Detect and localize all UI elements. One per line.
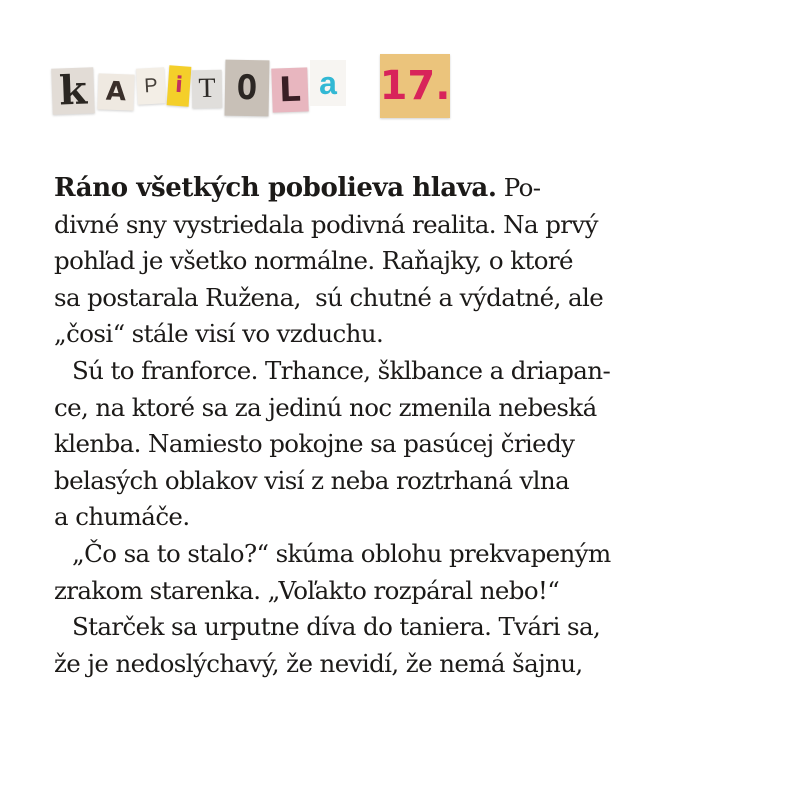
text-line: že je nedoslýchavý, že nevidí, že nemá šajnu, xyxy=(54,648,583,678)
paragraph-start: Starček sa urputne díva do taniera. Tvári sa, xyxy=(72,612,601,642)
paragraph-start: „Čo sa to stalo?“ skúma oblohu prekvapeným xyxy=(72,538,611,568)
text-line: sa postarala Ružena, sú chutné a výdatné, ale xyxy=(54,282,604,312)
text-line: divné sny vystriedala podivná realita. Na prvý xyxy=(54,209,598,239)
chapter-letter-t: T xyxy=(192,70,223,109)
text-line: zrakom starenka. „Voľakto rozpáral nebo!“ xyxy=(54,575,560,605)
text-line: klenba. Namiesto pokojne sa pasúcej čriedy xyxy=(54,429,575,459)
chapter-letter-a: A xyxy=(97,73,134,110)
chapter-number: 17. xyxy=(380,54,450,118)
text-line: „čosi“ stále visí vo vzduchu. xyxy=(54,319,384,349)
text-line: belasých oblakov visí z neba roztrhaná vlna xyxy=(54,465,570,495)
chapter-letter-k: k xyxy=(51,67,95,114)
text-line: ce, na ktoré sa za jedinú noc zmenila nebeská xyxy=(54,392,597,422)
text-line-1-rest: Po- xyxy=(496,173,541,202)
chapter-letter-i: i xyxy=(167,65,192,106)
chapter-letter-a2: a xyxy=(310,60,346,106)
chapter-heading xyxy=(50,50,470,134)
lead-sentence: Ráno všetkých pobolieva hlava. xyxy=(54,173,497,203)
chapter-letter-p: P xyxy=(136,67,166,104)
text-line: a chumáče. xyxy=(54,502,190,532)
chapter-body-text xyxy=(54,170,754,682)
text-line: pohľad je všetko normálne. Raňajky, o ktoré xyxy=(54,246,573,276)
text-line-1 xyxy=(54,170,754,207)
paragraph-start: Sú to franforce. Trhance, šklbance a driapan- xyxy=(72,355,611,385)
chapter-letter-o: O xyxy=(225,60,270,117)
chapter-letter-l: L xyxy=(271,67,309,112)
